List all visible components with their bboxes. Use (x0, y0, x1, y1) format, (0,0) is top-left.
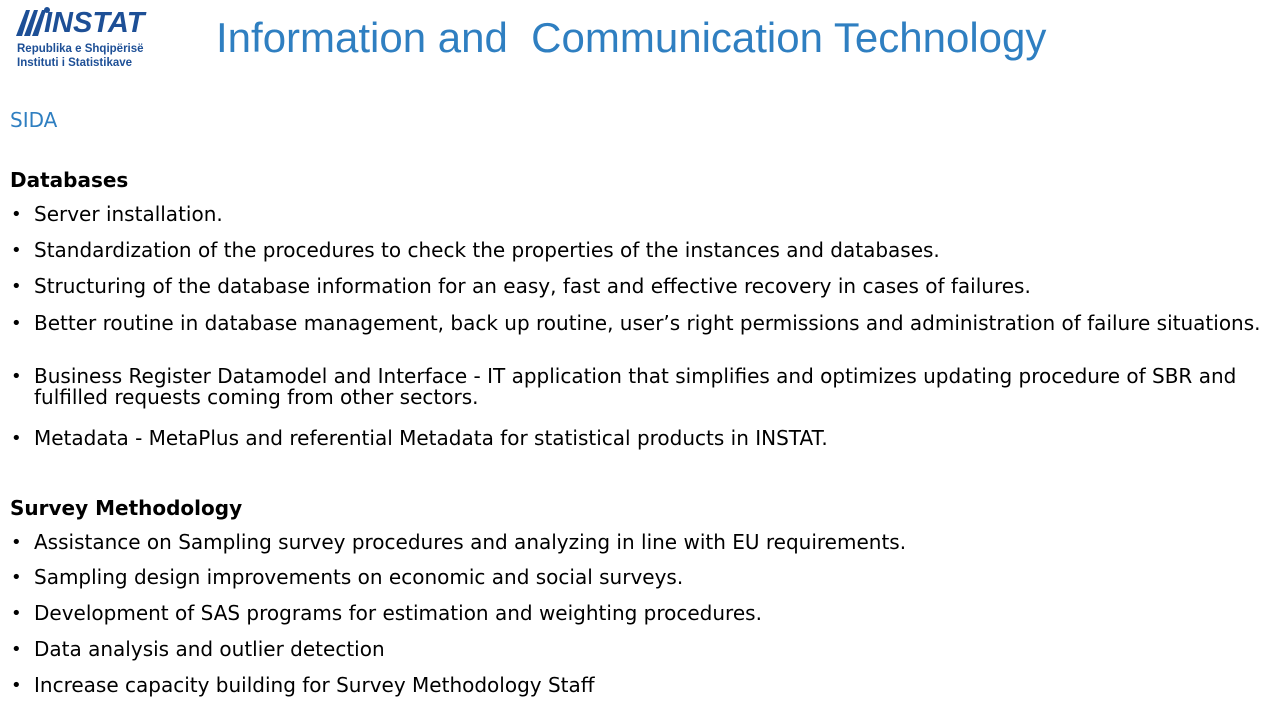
list-item: • Development of SAS programs for estimation and weighting procedures. (10, 603, 1266, 624)
list-item: • Standardization of the procedures to check the properties of the instances and databases. (10, 240, 1266, 261)
list-item: • Metadata - MetaPlus and referential Metadata for statistical products in INSTAT. (10, 428, 1266, 449)
instat-logo (14, 6, 154, 70)
page-title: Information and Communication Technology (216, 14, 1047, 61)
page-subtitle: SIDA (10, 108, 58, 132)
logo-line-2: Instituti i Statistikave (17, 57, 133, 69)
list-item: • Data analysis and outlier detection (10, 639, 1266, 660)
survey-methodology-heading: Survey Methodology (10, 496, 243, 520)
list-item: • Better routine in database management, back up routine, user’s right permissions and administration of failure situations. (10, 313, 1266, 334)
logo-line-1: Republika e Shqipërisë (17, 43, 144, 55)
list-item: • Structuring of the database information for an easy, fast and effective recovery in cases of failures. (10, 276, 1266, 297)
databases-heading: Databases (10, 168, 129, 192)
list-item: • Sampling design improvements on economic and social surveys. (10, 567, 1266, 588)
list-item: • Business Register Datamodel and Interface - IT application that simplifies and optimizes updating procedure of SBR and fulfilled requests coming from other sectors. (10, 366, 1266, 408)
list-item: • Assistance on Sampling survey procedures and analyzing in line with EU requirements. (10, 532, 1266, 553)
logo-wordmark: INSTAT (44, 7, 145, 39)
list-item: • Server installation. (10, 204, 1266, 225)
list-item: • Increase capacity building for Survey Methodology Staff (10, 675, 1266, 696)
